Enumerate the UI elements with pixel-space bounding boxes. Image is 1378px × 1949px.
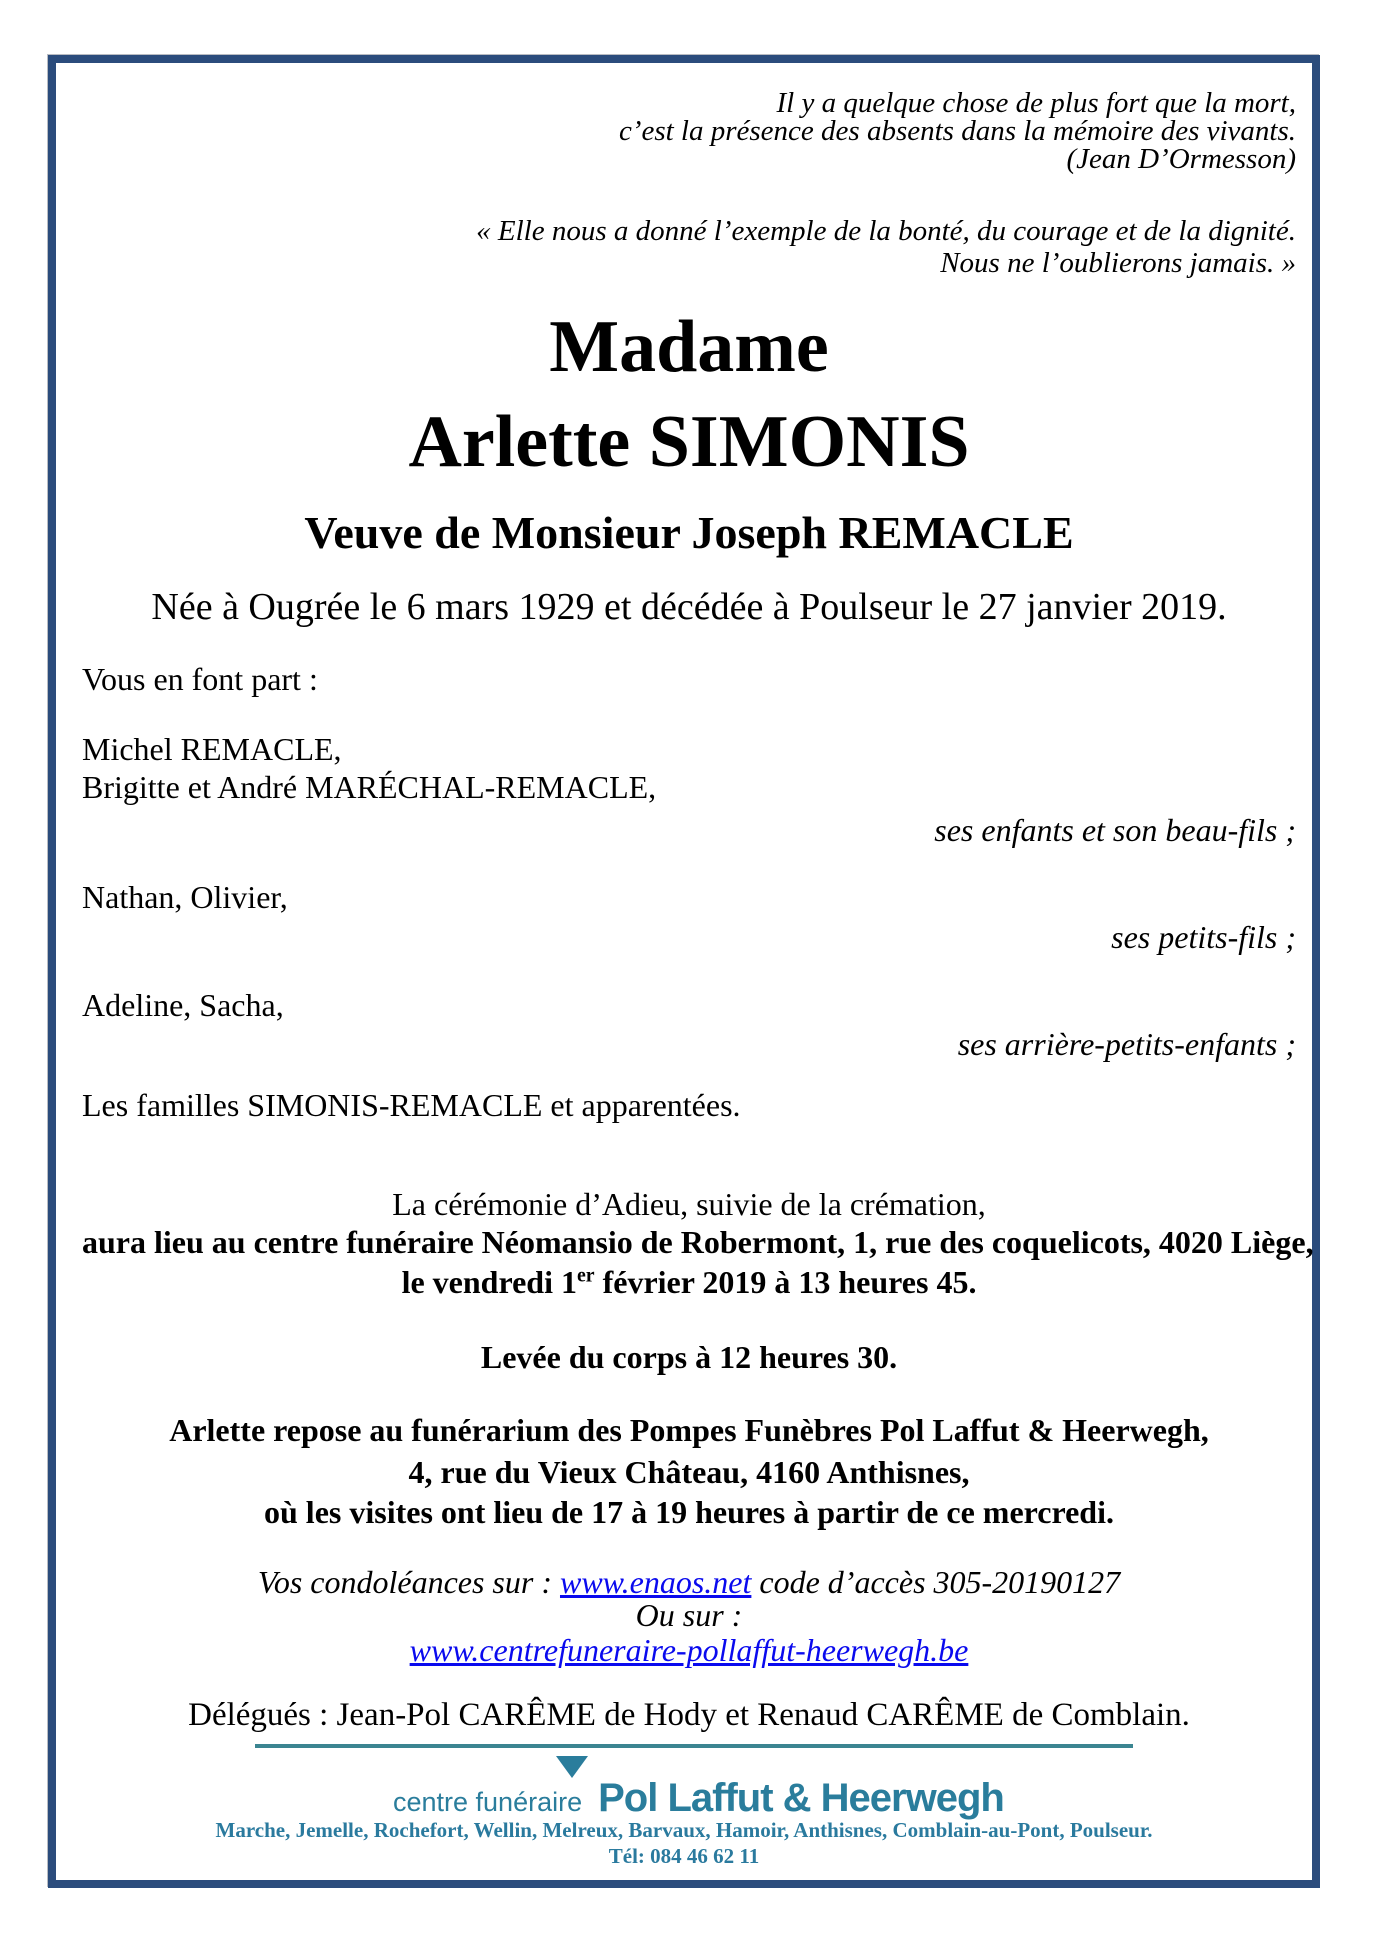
ceremony-date-prefix: le vendredi 1 [401, 1264, 577, 1300]
great-grandchildren-relation: ses arrière-petits-enfants ; [957, 1026, 1296, 1062]
enaos-link[interactable]: www.enaos.net [559, 1564, 752, 1600]
footer-locations: Marche, Jemelle, Rochefort, Wellin, Melreux, Barvaux, Hamoir, Anthisnes, Comblain-au-Pont, Poulseur. [215, 1818, 1153, 1842]
quote-attribution: (Jean D’Ormesson) [1066, 143, 1296, 175]
great-grandchildren-names: Adeline, Sacha, [82, 987, 284, 1023]
body-removal-line: Levée du corps à 12 heures 30. [480, 1339, 898, 1375]
quote-line-1: Il y a quelque chose de plus fort que la mort, [776, 87, 1296, 119]
funerarium-line-3: où les visites ont lieu de 17 à 19 heures à partir de ce mercredi. [264, 1494, 1114, 1530]
grandchildren-names: Nathan, Olivier, [82, 879, 288, 915]
footer-brand [393, 1776, 1004, 1821]
condolences-line [82, 1564, 1296, 1601]
ceremony-date-ordinal: er [576, 1264, 595, 1287]
funerarium-line-2: 4, rue du Vieux Château, 4160 Anthisnes, [408, 1454, 970, 1490]
brand-name: Pol Laffut & Heerwegh [598, 1776, 1004, 1820]
children-name-1: Michel REMACLE, [82, 731, 342, 767]
children-relation: ses enfants et son beau-fils ; [934, 812, 1296, 848]
quote-line-3: « Elle nous a donné l’exemple de la bonté, du courage et de la dignité. [476, 215, 1296, 247]
funeral-home-link-line [82, 1632, 1296, 1669]
ceremony-line-2: aura lieu au centre funéraire Néomansio de Robermont, 1, rue des coquelicots, 4020 Liège, [82, 1224, 1314, 1260]
ceremony-line-1: La cérémonie d’Adieu, suivie de la crémation, [392, 1186, 986, 1222]
delegates-line: Délégués : Jean-Pol CARÊME de Hody et Renaud CARÊME de Comblain. [188, 1697, 1190, 1733]
footer-phone: Tél: 084 46 62 11 [608, 1844, 760, 1868]
funerarium-line-1: Arlette repose au funérarium des Pompes Funèbres Pol Laffut & Heerwegh, [169, 1412, 1209, 1448]
condolences-prefix: Vos condoléances sur : [257, 1564, 560, 1600]
announcement-intro: Vous en font part : [82, 661, 318, 697]
condolences-suffix: code d’accès 305-20190127 [751, 1564, 1121, 1600]
ceremony-date-suffix: février 2019 à 13 heures 45. [594, 1264, 977, 1300]
quote-line-4: Nous ne l’oublierons jamais. » [940, 247, 1296, 279]
deceased-name: Arlette SIMONIS [408, 401, 970, 483]
deceased-title: Madame [549, 306, 829, 388]
footer-divider [255, 1744, 1133, 1748]
children-name-2: Brigitte et André MARÉCHAL-REMACLE, [82, 769, 657, 805]
brand-triangle-icon [556, 1756, 588, 1778]
quote-line-2: c’est la présence des absents dans la mémoire des vivants. [618, 115, 1296, 147]
funeral-home-link[interactable]: www.centrefuneraire-pollaffut-heerwegh.be [409, 1632, 969, 1668]
brand-prefix: centre funéraire [393, 1787, 583, 1817]
life-dates-line: Née à Ougrée le 6 mars 1929 et décédée à Poulseur le 27 janvier 2019. [151, 586, 1227, 628]
obituary-content [56, 63, 1312, 1880]
ceremony-line-3 [82, 1264, 1296, 1301]
families-line: Les familles SIMONIS-REMACLE et apparentées. [82, 1087, 741, 1123]
or-label: Ou sur : [635, 1597, 743, 1633]
widow-of-line: Veuve de Monsieur Joseph REMACLE [304, 507, 1074, 558]
grandchildren-relation: ses petits-fils ; [1111, 919, 1296, 955]
